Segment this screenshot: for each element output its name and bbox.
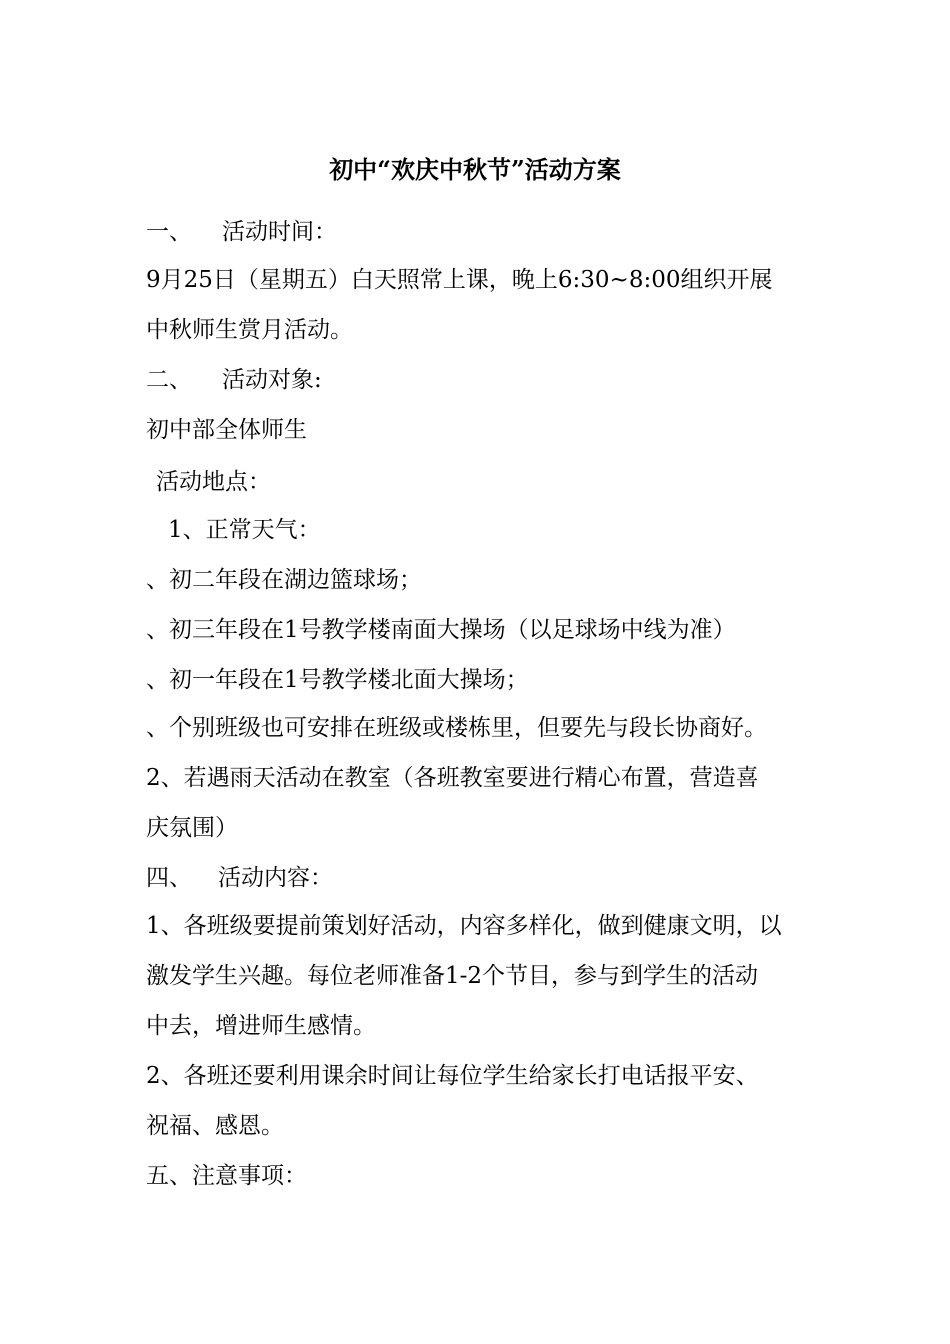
section-3-title: 活动地点： — [156, 469, 271, 495]
section-4-item-2-line-2: 祝福、感恩。 — [146, 1113, 284, 1139]
section-2-number: 二、 — [146, 367, 192, 393]
document-title: 初中“欢庆中秋节”活动方案 — [329, 155, 621, 184]
section-1-heading — [146, 212, 337, 252]
section-3-sub-c: 、初一年段在1号教学楼北面大操场； — [146, 667, 529, 693]
section-1-paragraph-line-2: 中秋师生赏月活动。 — [146, 317, 353, 343]
section-3-sub-a: 、初二年段在湖边篮球场； — [146, 567, 422, 593]
section-4-title: 活动内容： — [218, 865, 333, 891]
section-3-item-2-line-1: 2、若遇雨天活动在教室（各班教室要进行精心布置，营造喜 — [146, 765, 759, 791]
section-4-item-1-line-3: 中去，增进师生感情。 — [146, 1013, 376, 1039]
section-2-heading — [146, 360, 322, 400]
section-1-title: 活动时间： — [222, 219, 337, 245]
section-4-item-2-line-1: 2、各班还要利用课余时间让每位学生给家长打电话报平安、 — [146, 1063, 759, 1089]
section-3-sub-b: 、初三年段在1号教学楼南面大操场（以足球场中线为准） — [146, 617, 736, 643]
section-4-item-1-line-2: 激发学生兴趣。每位老师准备1-2个节目，参与到学生的活动 — [146, 963, 759, 989]
section-4-number: 四、 — [146, 865, 192, 891]
section-3-item-2-line-2: 庆氛围） — [146, 815, 238, 841]
section-4-item-1-line-1: 1、各班级要提前策划好活动，内容多样化，做到健康文明，以 — [146, 913, 782, 939]
section-1-paragraph-line-1: 9月25日（星期五）白天照常上课，晚上6:30~8:00组织开展 — [146, 267, 773, 293]
section-3-item-1: 1、正常天气： — [168, 517, 321, 543]
section-3-sub-d: 、个别班级也可安排在班级或楼栋里，但要先与段长协商好。 — [146, 715, 767, 741]
section-2-paragraph: 初中部全体师生 — [146, 417, 307, 443]
section-5-title: 五、注意事项： — [146, 1163, 307, 1189]
section-4-heading — [146, 858, 333, 898]
section-1-number: 一、 — [146, 219, 192, 245]
section-2-title: 活动对象: — [222, 367, 322, 393]
